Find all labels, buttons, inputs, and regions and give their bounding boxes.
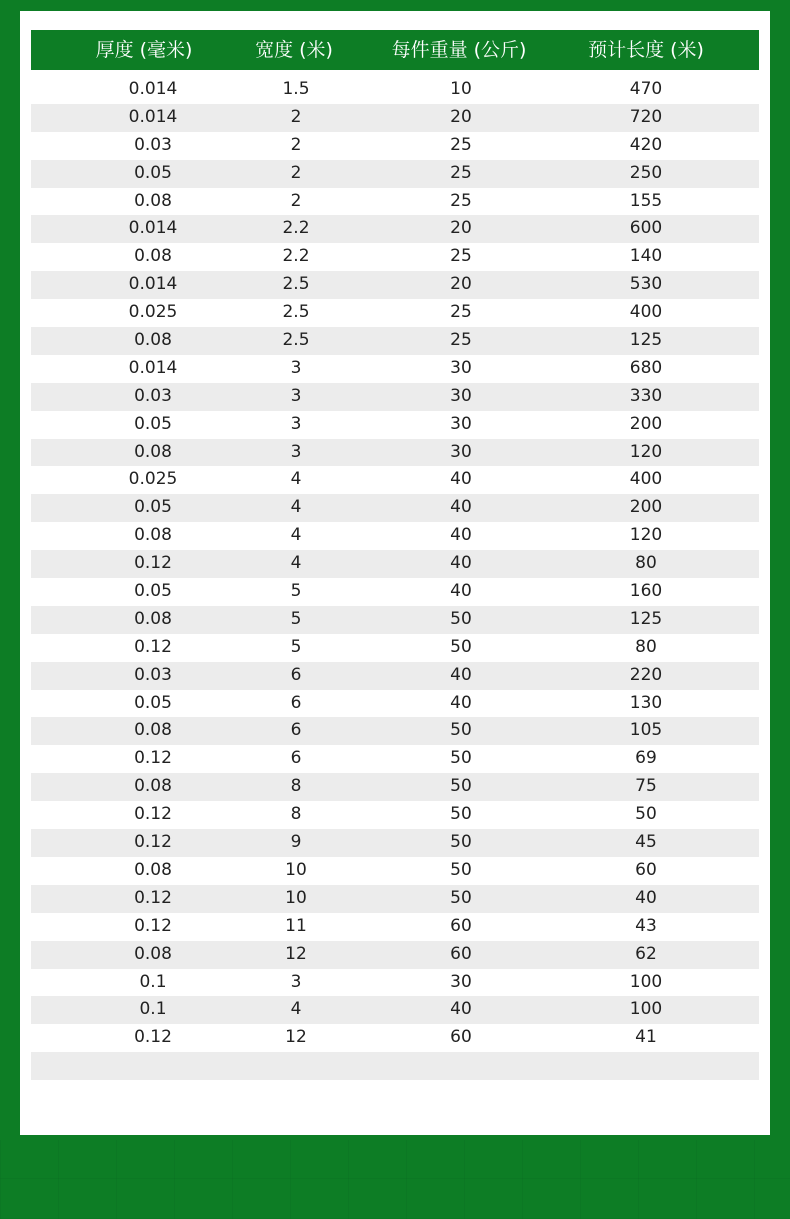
table-row xyxy=(31,1024,759,1052)
cell-length: 62 xyxy=(635,943,657,964)
cell-length: 470 xyxy=(629,79,663,99)
table-row xyxy=(31,327,759,355)
cell-width: 5 xyxy=(290,608,302,629)
table-row xyxy=(31,829,759,857)
cell-weight: 25 xyxy=(450,330,472,351)
cell-weight xyxy=(401,1052,521,1080)
table-row xyxy=(31,996,759,1024)
cell-length: 530 xyxy=(629,274,663,295)
cell-weight: 50 xyxy=(450,804,472,825)
table-row xyxy=(31,690,759,718)
cell-weight: 50 xyxy=(450,887,472,908)
cell-thickness: 0.03 xyxy=(134,134,172,155)
cell-width: 2 xyxy=(290,190,302,211)
cell-length: 140 xyxy=(629,246,663,267)
cell-width: 2.5 xyxy=(282,330,310,351)
table-row xyxy=(31,578,759,606)
cell-weight: 60 xyxy=(450,943,472,964)
cell-width: 2.2 xyxy=(282,218,310,239)
cell-length: 60 xyxy=(635,859,657,880)
table-row xyxy=(31,662,759,690)
cell-width xyxy=(236,1052,356,1080)
cell-length: 125 xyxy=(629,330,663,351)
cell-length xyxy=(586,1052,706,1080)
table-row xyxy=(31,941,759,969)
cell-thickness: 0.08 xyxy=(134,330,172,351)
table-row xyxy=(31,243,759,271)
cell-thickness: 0.08 xyxy=(134,246,172,267)
cell-weight: 20 xyxy=(450,106,472,127)
cell-weight: 40 xyxy=(450,553,472,574)
cell-length: 330 xyxy=(629,385,663,406)
cell-weight: 25 xyxy=(450,302,472,323)
cell-thickness: 0.025 xyxy=(128,469,178,490)
cell-thickness: 0.12 xyxy=(134,748,172,769)
cell-length: 160 xyxy=(629,581,663,602)
table-row xyxy=(31,913,759,941)
cell-width: 6 xyxy=(290,748,302,769)
table-row xyxy=(31,215,759,243)
table-row xyxy=(31,411,759,439)
cell-width: 3 xyxy=(290,441,302,462)
cell-length: 80 xyxy=(635,636,657,657)
cell-length: 80 xyxy=(635,553,657,574)
cell-weight: 50 xyxy=(450,859,472,880)
cell-thickness: 0.025 xyxy=(128,302,178,323)
cell-length: 125 xyxy=(629,608,663,629)
cell-length: 120 xyxy=(629,441,663,462)
spec-table-panel xyxy=(20,11,770,1135)
cell-weight: 25 xyxy=(450,190,472,211)
cell-thickness: 0.03 xyxy=(134,664,172,685)
cell-width: 4 xyxy=(290,497,302,518)
table-row xyxy=(31,1052,759,1080)
table-row xyxy=(31,494,759,522)
cell-width: 6 xyxy=(290,664,302,685)
cell-length: 155 xyxy=(629,190,663,211)
cell-width: 2 xyxy=(290,134,302,155)
cell-weight: 40 xyxy=(450,999,472,1020)
column-header-length: 预计长度 (米) xyxy=(588,39,704,61)
cell-width: 3 xyxy=(290,385,302,406)
cell-thickness: 0.08 xyxy=(134,720,172,741)
cell-length: 75 xyxy=(635,776,657,797)
table-row xyxy=(31,271,759,299)
cell-thickness: 0.08 xyxy=(134,190,172,211)
cell-width: 4 xyxy=(290,525,302,546)
table-row xyxy=(31,132,759,160)
cell-length: 50 xyxy=(635,804,657,825)
cell-weight: 50 xyxy=(450,720,472,741)
table-header xyxy=(31,30,759,70)
cell-width: 11 xyxy=(285,915,307,936)
table-row xyxy=(31,76,759,104)
cell-weight: 40 xyxy=(450,581,472,602)
cell-weight: 40 xyxy=(450,664,472,685)
table-row xyxy=(31,717,759,745)
cell-thickness: 0.08 xyxy=(134,943,172,964)
cell-length: 250 xyxy=(629,162,663,183)
cell-length: 43 xyxy=(635,915,657,936)
cell-thickness: 0.05 xyxy=(134,162,172,183)
cell-length: 680 xyxy=(629,357,663,378)
table-row xyxy=(31,160,759,188)
table-row xyxy=(31,634,759,662)
cell-weight: 25 xyxy=(450,134,472,155)
cell-length: 100 xyxy=(629,971,663,992)
column-header-width: 宽度 (米) xyxy=(255,39,333,61)
cell-weight: 10 xyxy=(450,79,472,99)
cell-length: 400 xyxy=(629,302,663,323)
cell-weight: 60 xyxy=(450,915,472,936)
cell-weight: 30 xyxy=(450,441,472,462)
cell-thickness: 0.12 xyxy=(134,636,172,657)
cell-width: 4 xyxy=(290,999,302,1020)
cell-thickness: 0.12 xyxy=(134,804,172,825)
cell-thickness: 0.12 xyxy=(134,832,172,853)
cell-weight: 60 xyxy=(450,1027,472,1048)
cell-width: 6 xyxy=(290,692,302,713)
cell-width: 2.2 xyxy=(282,246,310,267)
cell-width: 2 xyxy=(290,162,302,183)
cell-thickness: 0.014 xyxy=(128,218,178,239)
table-row xyxy=(31,355,759,383)
cell-weight: 25 xyxy=(450,246,472,267)
cell-length: 130 xyxy=(629,692,663,713)
table-row xyxy=(31,383,759,411)
cell-width: 10 xyxy=(285,887,307,908)
cell-weight: 30 xyxy=(450,413,472,434)
table-row xyxy=(31,550,759,578)
cell-width: 5 xyxy=(290,581,302,602)
table-row xyxy=(31,439,759,467)
cell-weight: 20 xyxy=(450,218,472,239)
cell-width: 2.5 xyxy=(282,302,310,323)
column-header-thickness: 厚度 (毫米) xyxy=(95,39,193,61)
cell-thickness: 0.12 xyxy=(134,887,172,908)
cell-thickness: 0.08 xyxy=(134,608,172,629)
table-row xyxy=(31,773,759,801)
table-row xyxy=(31,606,759,634)
table-row xyxy=(31,745,759,773)
cell-width: 8 xyxy=(290,776,302,797)
cell-width: 12 xyxy=(285,943,307,964)
cell-thickness: 0.12 xyxy=(134,1027,172,1048)
cell-length: 40 xyxy=(635,887,657,908)
cell-width: 3 xyxy=(290,971,302,992)
table-body xyxy=(31,76,759,1080)
cell-width: 5 xyxy=(290,636,302,657)
cell-length: 200 xyxy=(629,497,663,518)
cell-width: 10 xyxy=(285,859,307,880)
cell-thickness: 0.12 xyxy=(134,915,172,936)
column-header-weight: 每件重量 (公斤) xyxy=(391,39,527,61)
cell-length: 45 xyxy=(635,832,657,853)
cell-thickness: 0.05 xyxy=(134,497,172,518)
cell-width: 3 xyxy=(290,357,302,378)
table-row xyxy=(31,299,759,327)
cell-length: 105 xyxy=(629,720,663,741)
cell-weight: 50 xyxy=(450,748,472,769)
cell-length: 420 xyxy=(629,134,663,155)
cell-width: 2 xyxy=(290,106,302,127)
background-texture xyxy=(0,1140,790,1219)
table-row xyxy=(31,857,759,885)
cell-width: 4 xyxy=(290,469,302,490)
cell-thickness xyxy=(93,1052,213,1080)
cell-weight: 20 xyxy=(450,274,472,295)
cell-thickness: 0.05 xyxy=(134,581,172,602)
cell-weight: 25 xyxy=(450,162,472,183)
cell-width: 2.5 xyxy=(282,274,310,295)
cell-length: 69 xyxy=(635,748,657,769)
cell-thickness: 0.014 xyxy=(128,106,178,127)
cell-length: 220 xyxy=(629,664,663,685)
cell-weight: 50 xyxy=(450,776,472,797)
cell-weight: 30 xyxy=(450,357,472,378)
cell-thickness: 0.014 xyxy=(128,79,178,99)
cell-weight: 40 xyxy=(450,469,472,490)
cell-weight: 40 xyxy=(450,692,472,713)
cell-thickness: 0.08 xyxy=(134,441,172,462)
cell-length: 600 xyxy=(629,218,663,239)
cell-width: 8 xyxy=(290,804,302,825)
cell-weight: 40 xyxy=(450,497,472,518)
cell-thickness: 0.014 xyxy=(128,274,178,295)
cell-width: 6 xyxy=(290,720,302,741)
cell-width: 1.5 xyxy=(282,79,310,99)
cell-thickness: 0.08 xyxy=(134,859,172,880)
cell-weight: 50 xyxy=(450,608,472,629)
cell-width: 12 xyxy=(285,1027,307,1048)
cell-thickness: 0.08 xyxy=(134,776,172,797)
cell-length: 200 xyxy=(629,413,663,434)
cell-length: 100 xyxy=(629,999,663,1020)
cell-thickness: 0.03 xyxy=(134,385,172,406)
table-row xyxy=(31,969,759,997)
cell-thickness: 0.12 xyxy=(134,553,172,574)
cell-length: 120 xyxy=(629,525,663,546)
cell-weight: 30 xyxy=(450,971,472,992)
table-row xyxy=(31,188,759,216)
cell-thickness: 0.1 xyxy=(139,971,167,992)
cell-width: 4 xyxy=(290,553,302,574)
cell-thickness: 0.014 xyxy=(128,357,178,378)
cell-length: 41 xyxy=(635,1027,657,1048)
cell-length: 400 xyxy=(629,469,663,490)
cell-weight: 30 xyxy=(450,385,472,406)
cell-length: 720 xyxy=(629,106,663,127)
table-row xyxy=(31,801,759,829)
cell-thickness: 0.05 xyxy=(134,692,172,713)
cell-weight: 40 xyxy=(450,525,472,546)
table-row xyxy=(31,885,759,913)
table-row xyxy=(31,466,759,494)
cell-thickness: 0.1 xyxy=(139,999,167,1020)
cell-thickness: 0.08 xyxy=(134,525,172,546)
cell-width: 3 xyxy=(290,413,302,434)
cell-width: 9 xyxy=(290,832,302,853)
table-row xyxy=(31,104,759,132)
table-row xyxy=(31,522,759,550)
cell-weight: 50 xyxy=(450,832,472,853)
cell-thickness: 0.05 xyxy=(134,413,172,434)
cell-weight: 50 xyxy=(450,636,472,657)
